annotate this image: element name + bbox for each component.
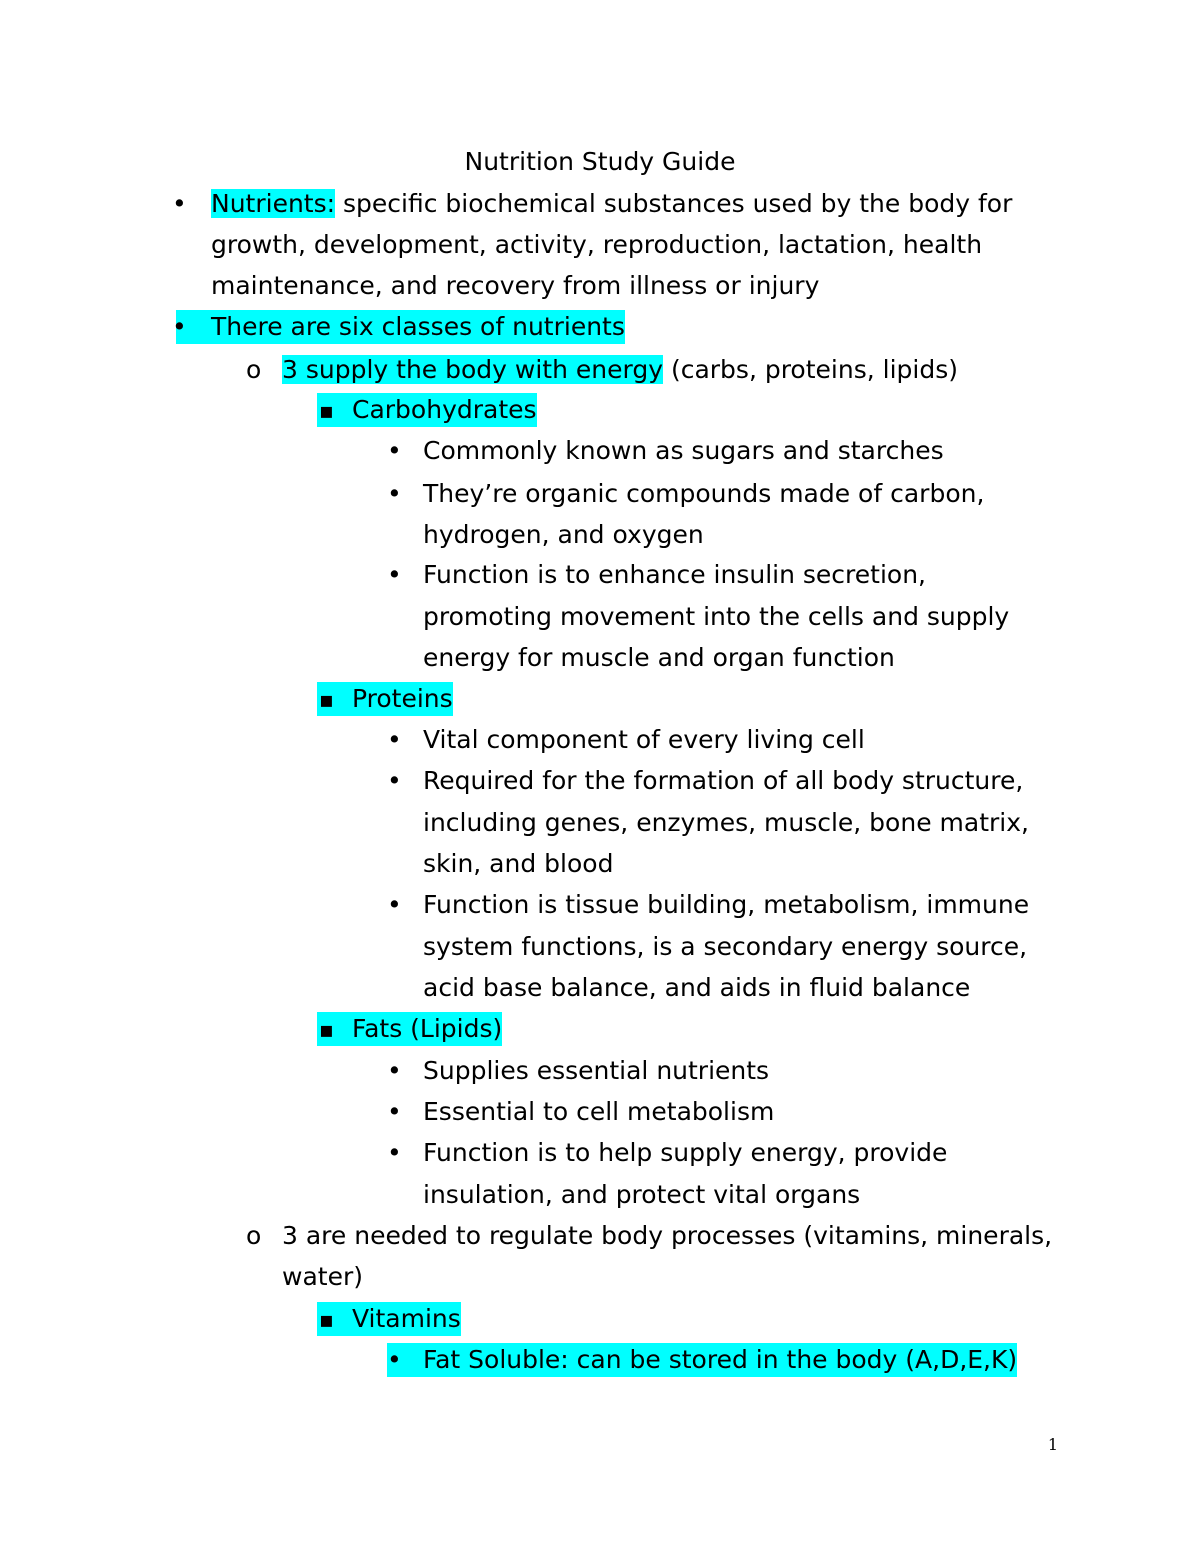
highlighted-term: There are six classes of nutrients [211,310,625,344]
bullet [387,1136,402,1170]
bullet [387,723,402,757]
page-title: Nutrition Study Guide [464,147,736,176]
highlighted-term: Carbohydrates [352,393,537,427]
bullet [246,1219,261,1253]
bullet [172,187,187,221]
bullet [319,1012,334,1048]
highlighted-term: Nutrients: [211,189,336,218]
bullet [387,558,402,592]
highlighted-term: Fat Soluble: can be stored in the body (A,D,E,K) [423,1343,1017,1377]
bullet [387,888,402,922]
highlighted-term: Fats (Lipids) [352,1012,502,1046]
bullet [319,682,334,718]
page-number: 1 [1047,1435,1058,1454]
bullet [387,477,402,511]
bullet [387,1343,402,1377]
bullet [319,393,334,429]
bullet [387,1095,402,1129]
highlighted-term: 3 supply the body with energy [282,355,663,384]
bullet [387,1054,402,1088]
bullet [387,434,402,468]
highlighted-term: Proteins [352,682,453,716]
bullet [387,764,402,798]
document-page: Nutrition Study Guide • Nutrients: specific biochemical substances used by the body for growth, development, activity, reproduction, lactation, health maintenance, and recovery from illness or injury • There are six classes of nutrients o 3 supply the body with energy (carbs, proteins, lipids) ▪ Carbohydrates • Commonly known as sugars and starches • They’re organic compounds made of carbon, hydrogen, and oxygen • Function is to enhance insulin secretion, promoting movement into the cells and supply energy for muscle and organ function ▪ Proteins • Vital component of every living cell • Required for the formation of all body structure, including genes, enzymes, muscle, bone matrix, skin, and blood • Function is tissue building, metabolism, immune system functions, is a secondary energy source, acid base balance, and aids in fluid balance ▪ Fats (Lipids) • Supplies essential nutrients • Essential to cell metabolism • Function is to help supply energy, provide insulation, and protect vital organs o 3 are needed to regulate body processes (vitamins, minerals, water) ▪ Vitamins • Fat Soluble: can be stored in the body (A,D,E,K) 1 [0,0,1200,1553]
highlighted-term: Vitamins [352,1302,461,1336]
bullet [172,310,187,344]
bullet [319,1302,334,1338]
bullet [246,353,261,387]
